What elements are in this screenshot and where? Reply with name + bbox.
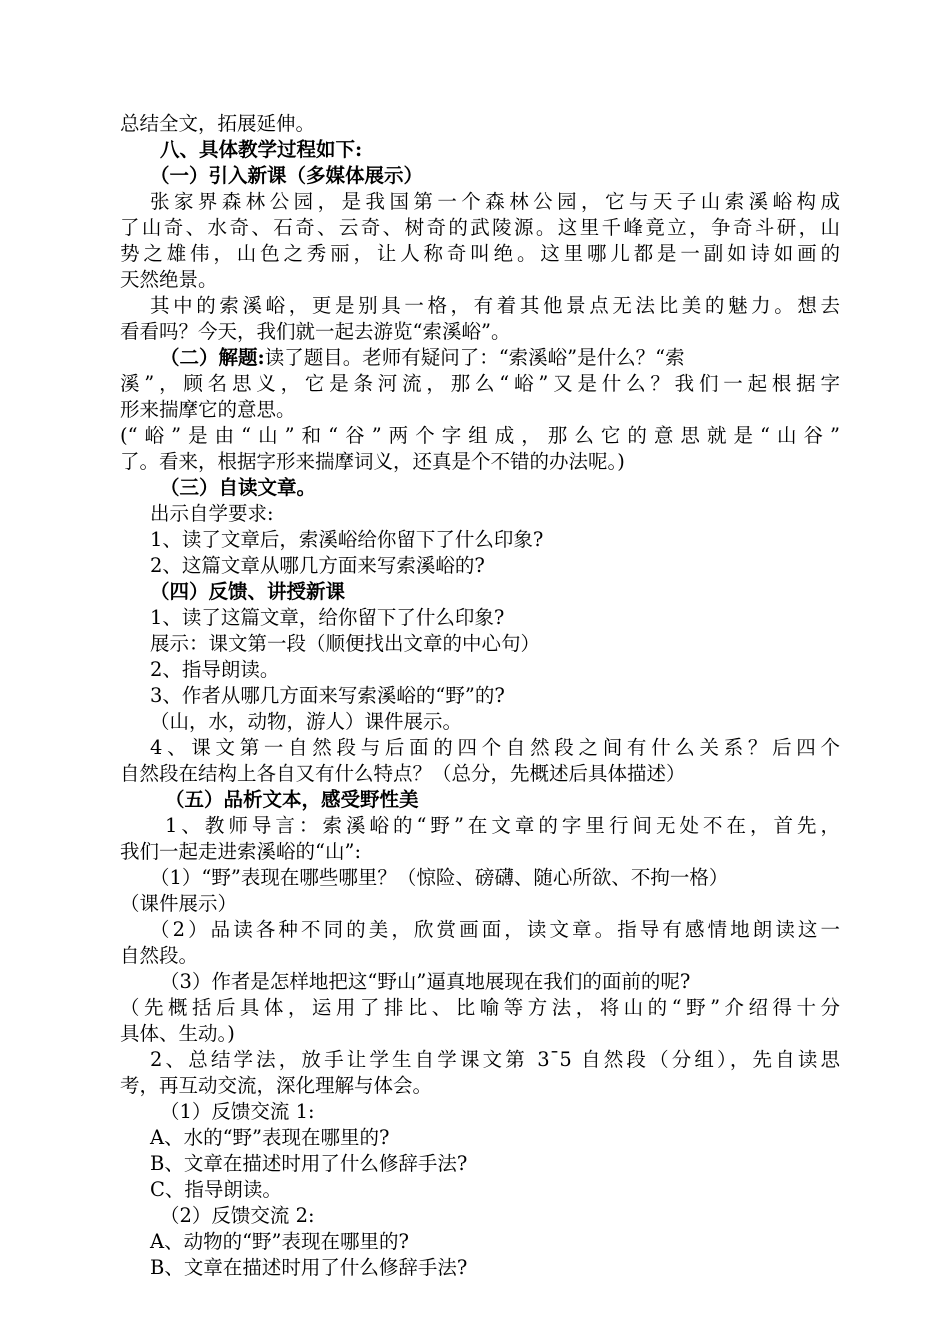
text-line: 形来揣摩它的意思。 — [120, 398, 296, 421]
list-item: 3、作者从哪几方面来写索溪峪的“野”的? — [150, 684, 505, 707]
text-line: （山，水，动物，游人）课件展示。 — [150, 710, 463, 733]
text-line: 张家界森林公园，是我国第一个森林公园，它与天子山索溪峪构成 — [150, 190, 840, 213]
text-line: 展示：课文第一段（顺便找出文章的中心句） — [150, 632, 541, 655]
text-line: 总结全文，拓展延伸。 — [120, 112, 316, 135]
list-item: A、水的“野”表现在哪里的? — [150, 1126, 390, 1149]
text-line: 了。看来，根据字形来揣摩词义，还真是个不错的办法呢。) — [120, 450, 625, 473]
subsection-heading: （五）品析文本，感受野性美 — [165, 788, 419, 811]
list-item: A、动物的“野”表现在哪里的? — [150, 1230, 409, 1253]
list-item: B、文章在描述时用了什么修辞手法? — [150, 1152, 468, 1175]
list-item: （2）反馈交流 2: — [160, 1204, 315, 1227]
list-item: （2）品读各种不同的美，欣赏画面，读文章。指导有感情地朗读这一 — [150, 918, 840, 941]
list-item: 1、读了这篇文章，给你留下了什么印象? — [150, 606, 505, 629]
list-item: B、文章在描述时用了什么修辞手法? — [150, 1256, 468, 1279]
list-item: 4、课文第一自然段与后面的四个自然段之间有什么关系？后四个 — [150, 736, 840, 759]
section-heading: 八、具体教学过程如下: — [160, 138, 363, 161]
text-line: 自然段在结构上各自又有什么特点？（总分，先概述后具体描述） — [120, 762, 686, 785]
list-item: 2、总结学法，放手让学生自学课文第 3¯5 自然段（分组），先自读思 — [150, 1048, 840, 1071]
text-line: 天然绝景。 — [120, 268, 218, 291]
text-line: （课件展示） — [120, 892, 238, 915]
text-line: 溪”，顾名思义，它是条河流，那么“峪”又是什么？我们一起根据字 — [120, 372, 840, 395]
text-line: 看看吗？今天，我们就一起去游览“索溪峪”。 — [120, 320, 511, 343]
text-line: 自然段。 — [120, 944, 199, 967]
text-line: 出示自学要求: — [150, 502, 274, 525]
subsection-heading: （二）解题: — [160, 346, 265, 369]
text-line: 势之雄伟，山色之秀丽，让人称奇叫绝。这里哪儿都是一副如诗如画的 — [120, 242, 840, 265]
subsection-heading: （一）引入新课（多媒体展示） — [150, 164, 424, 187]
list-item: 1、读了文章后，索溪峪给你留下了什么印象? — [150, 528, 544, 551]
text-line: (“峪”是由“山”和“谷”两个字组成，那么它的意思就是“山谷” — [120, 424, 840, 447]
list-item: 1、教师导言：索溪峪的“野”在文章的字里行间无处不在，首先， — [165, 814, 840, 837]
list-item: （3）作者是怎样地把这“野山”逼真地展现在我们的面前的呢? — [160, 970, 691, 993]
text-line: 了山奇、水奇、石奇、云奇、树奇的武陵源。这里千峰竟立，争奇斗研，山 — [120, 216, 840, 239]
subsection-heading: （三）自读文章。 — [160, 476, 317, 499]
list-item: （1）“野”表现在哪些哪里？（惊险、磅礴、随心所欲、不拘一格） — [150, 866, 729, 889]
text-line: 其中的索溪峪，更是别具一格，有着其他景点无法比美的魅力。想去 — [150, 294, 840, 317]
text-line: 考，再互动交流，深化理解与体会。 — [120, 1074, 433, 1097]
list-item: C、指导朗读。 — [150, 1178, 282, 1201]
text-line: 具体、生动。) — [120, 1022, 235, 1045]
text-line: 我们一起走进索溪峪的“山”: — [120, 840, 362, 863]
list-item: （1）反馈交流 1: — [160, 1100, 315, 1123]
text-line: （先概括后具体，运用了排比、比喻等方法，将山的“野”介绍得十分 — [120, 996, 840, 1019]
text-span: 读了题目。老师有疑问了：“索溪峪”是什么？“索 — [264, 346, 685, 369]
list-item: 2、这篇文章从哪几方面来写索溪峪的? — [150, 554, 485, 577]
list-item: 2、指导朗读。 — [150, 658, 280, 681]
subsection-heading: （四）反馈、讲授新课 — [150, 580, 346, 603]
text-line — [160, 345, 685, 371]
